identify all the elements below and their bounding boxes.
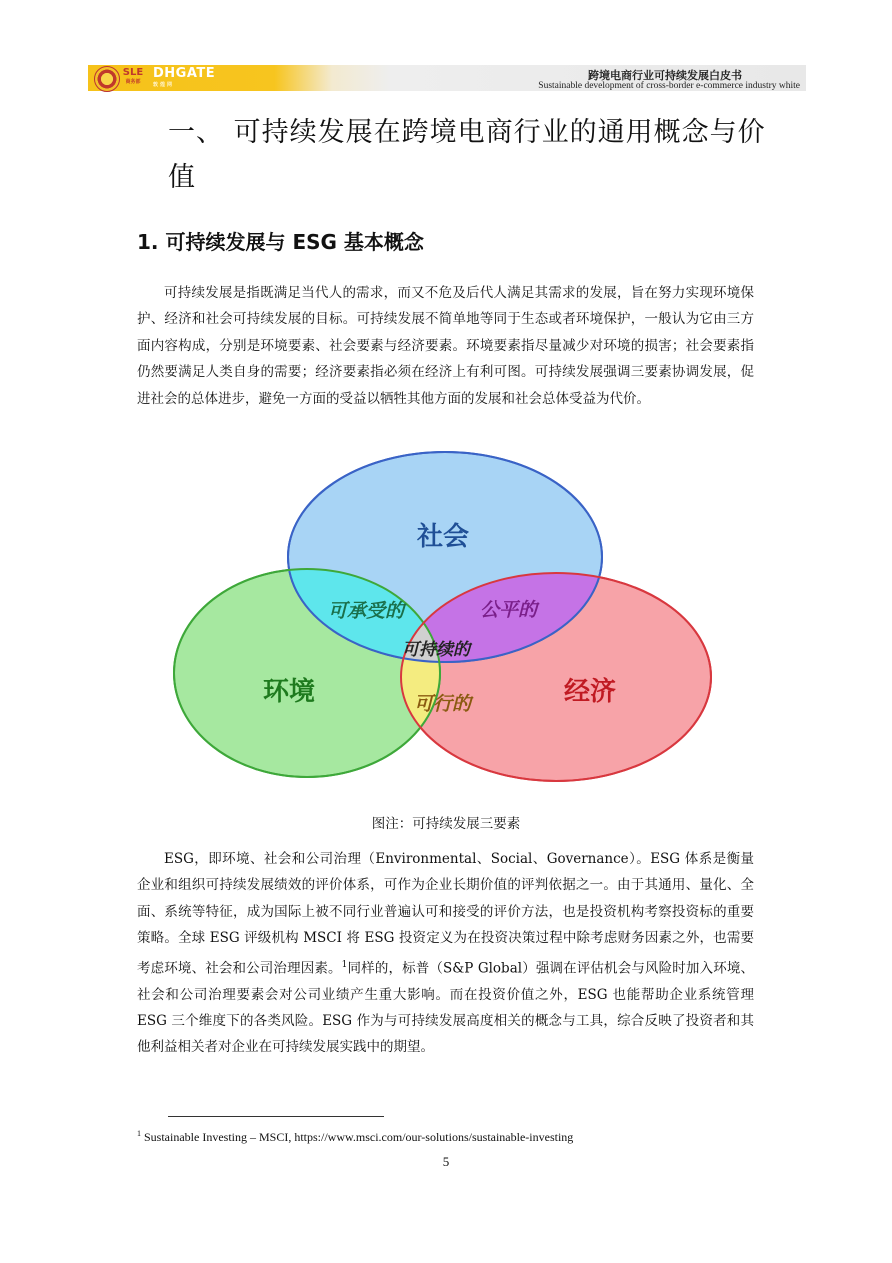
footnote-text: Sustainable Investing – MSCI, https://www.msci.com/our-solutions/sustainable-investing [144,1130,574,1144]
label-viable: 可行的 [414,693,472,715]
label-sustainable: 可持续的 [402,640,470,660]
venn-diagram [170,450,720,790]
chapter-heading: 一、 可持续发展在跨境电商行业的通用概念与价值 [168,117,766,193]
sle-logo: SLE 商务部 [122,67,144,85]
label-society: 社会 [417,522,470,552]
label-equitable: 公平的 [480,599,538,621]
paragraph-esg-definition [137,846,754,1061]
paragraph2-part1: ESG，即环境、社会和公司治理（Environmental、Social、Governance）。ESG 体系是衡量企业和组织可持续发展绩效的评价体系，可作为企业长期价值的评判依据之一。由于其通用、量化、全面、系统等特征，成为国际上被不同行业普遍认可和接受的评价方法，也是投资机构考察投资标的重要策略。全球 ESG 评级机构 MSCI 将 ESG 投资定义为在投资决策过程中除考虑财务因素之外，也需要考虑环境、社会和公司治理因素。 [137,851,754,977]
footnote-reference[interactable]: 1 [341,959,348,970]
dhgate-logo: DHGATE 敦煌网 [153,66,216,88]
label-environment: 环境 [263,677,316,707]
section-heading: 1. 可持续发展与 ESG 基本概念 [137,230,424,254]
paragraph2-part2: 同样的，标普（S&P Global）强调在评估机会与风险时加入环境、社会和公司治理要素会对公司业绩产生重大影响。而在投资价值之外，ESG 也能帮助企业系统管理 ESG 三个维度下的各类风险。ESG 作为与可持续发展高度相关的概念与工具，综合反映了投资者和其他利益相关者对企业在可持续发展实践中的期望。 [137,960,754,1056]
header-title: 跨境电商行业可持续发展白皮书 [588,69,742,82]
label-economy: 经济 [564,677,617,707]
figure-caption: 图注：可持续发展三要素 [371,816,521,832]
page-number: 5 [442,1154,450,1169]
header-subtitle: Sustainable development of cross-border e-commerce industry white [538,81,800,91]
label-bearable: 可承受的 [328,600,405,622]
footnote-divider [168,1116,384,1117]
footnote-number: 1 [137,1129,141,1138]
footnote [137,1129,573,1145]
paragraph-sustainability-definition: 可持续发展是指既满足当代人的需求，而又不危及后代人满足其需求的发展，旨在努力实现环境保护、经济和社会可持续发展的目标。可持续发展不简单地等同于生态或者环境保护，一般认为它由三方面内容构成，分别是环境要素、社会要素与经济要素。环境要素指尽量减少对环境的损害；社会要素指仍然要满足人类自身的需要；经济要素指必须在经济上有利可图。可持续发展强调三要素协调发展，促进社会的总体进步，避免一方面的受益以牺牲其他方面的发展和社会总体受益为代价。 [137,285,754,407]
cbpit-logo-icon [94,66,120,92]
